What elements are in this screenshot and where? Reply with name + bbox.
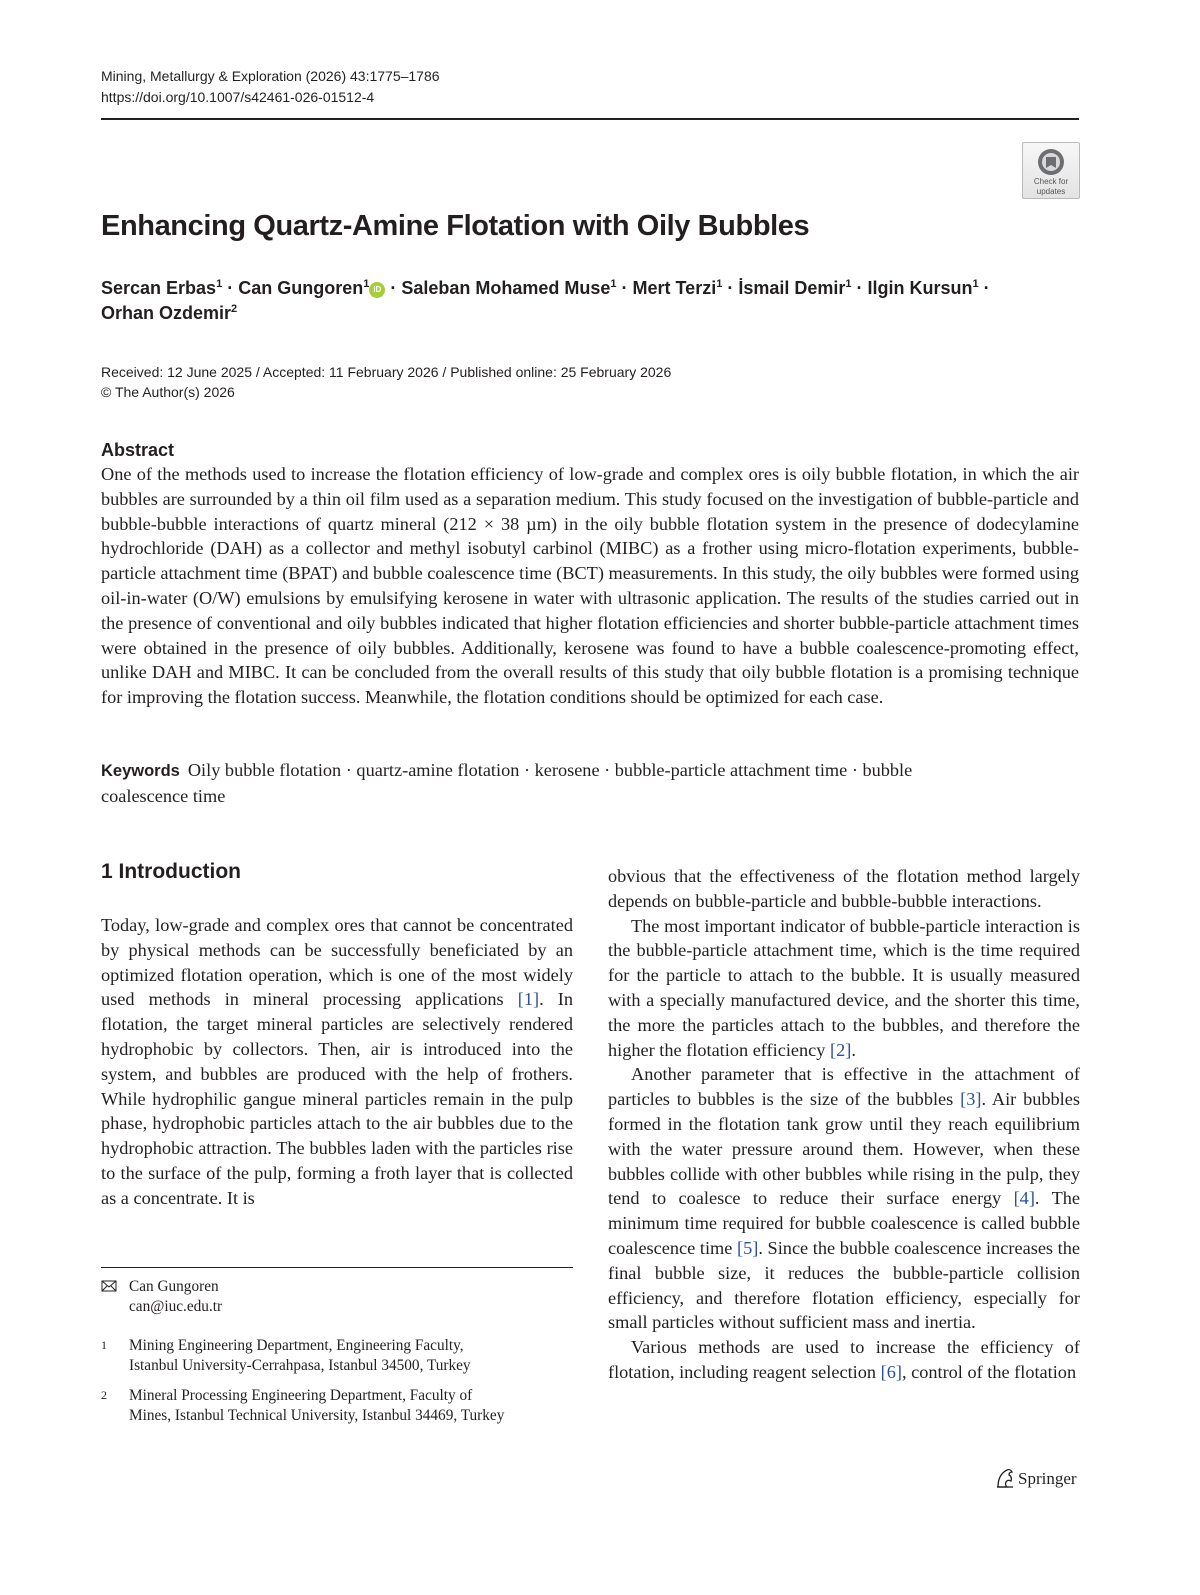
affiliation-1 [101, 1336, 573, 1375]
journal-citation: Mining, Metallurgy & Exploration (2026) 43:1775–1786 [101, 68, 440, 84]
orcid-icon[interactable]: iD [369, 282, 385, 298]
citation-link[interactable]: [5] [737, 1237, 759, 1258]
keywords-text: Oily bubble flotation · quartz-amine flotation · kerosene · bubble-particle attachment time · bubble coalescence time [101, 760, 913, 806]
article-title: Enhancing Quartz-Amine Flotation with Oily Bubbles [101, 210, 810, 242]
author-name[interactable]: İsmail Demir [738, 278, 846, 298]
section-heading-introduction: 1 Introduction [101, 860, 241, 883]
author-affiliation-marker: 1 [216, 278, 223, 290]
author-affiliation-marker: 1 [972, 278, 979, 290]
paragraph-text: Another parameter that is effective in the attachment of particles to bubbles is the size of the bubbles [608, 1064, 1080, 1110]
affiliation-marker-2: 2 [101, 1388, 107, 1402]
citation-link[interactable]: [6] [880, 1361, 902, 1382]
author-name[interactable]: Ilgin Kursun [867, 278, 973, 298]
author-affiliation-marker: 1 [716, 278, 723, 290]
footnote-rule [101, 1267, 573, 1268]
affiliation-1-line-1: Mining Engineering Department, Engineering Faculty, [129, 1337, 464, 1354]
author-list [101, 276, 1001, 326]
author-separator: · [851, 278, 868, 298]
intro-column-right [608, 864, 1080, 1385]
keywords-label: Keywords [101, 762, 180, 780]
author-affiliation-marker: 1 [845, 278, 852, 290]
author-separator: · [978, 278, 990, 298]
citation-link[interactable]: [3] [960, 1089, 982, 1110]
correspondence-email[interactable]: can@iuc.edu.tr [129, 1297, 223, 1315]
author-separator: · [385, 278, 402, 298]
affiliation-2-line-1: Mineral Processing Engineering Department, Faculty of [129, 1387, 473, 1404]
paragraph-text: The most important indicator of bubble-particle interaction is the bubble-particle attachment time, which is the time required for the particle to attach to the bubble. It is usually measured with a specially manufactured device, and the shorter this time, the more the particles attach to the bubbles, and therefore the higher the flotation efficiency [608, 915, 1080, 1060]
paragraph-text: . The minimum time required for bubble coalescence is called bubble coalescence time [608, 1188, 1081, 1258]
author-affiliation-marker: 2 [231, 303, 238, 315]
paragraph-text: Various methods are used to increase the efficiency of flotation, including reagent selection [608, 1337, 1080, 1382]
affiliation-1-line-2: Istanbul University-Cerrahpasa, Istanbul 34500, Turkey [129, 1356, 471, 1374]
abstract-heading: Abstract [101, 440, 175, 460]
badge-text-1: Check for [1033, 177, 1069, 186]
intro-paragraph [608, 1062, 1080, 1335]
correspondence-footnote [101, 1277, 573, 1316]
citation-link[interactable]: [2] [830, 1039, 852, 1060]
affiliation-marker-1: 1 [101, 1338, 107, 1352]
journal-header [101, 66, 440, 108]
author-separator: · [222, 278, 239, 298]
paragraph-text: . [851, 1039, 856, 1060]
article-dates [101, 362, 671, 402]
author-name[interactable]: Sercan Erbas [101, 278, 217, 298]
paragraph-text: . Air bubbles formed in the flotation tank grow until they reach equilibrium with the water pressure around them. However, when these bubbles collide with other bubbles while rising in the pulp, they tend to coalesce to reduce their surface energy [608, 1089, 1080, 1209]
paragraph-text: Today, low-grade and complex ores that cannot be concentrated by physical methods can be successfully beneficiated by an optimized flotation operation, which is one of the most widely used methods in mineral processing applications [101, 915, 573, 1010]
author-affiliation-marker: 1 [610, 278, 617, 290]
author-separator: · [722, 278, 739, 298]
author-name[interactable]: Can Gungoren [238, 278, 364, 298]
abstract-text: One of the methods used to increase the flotation efficiency of low-grade and complex ores is oily bubble flotation, in which the air bubbles are surrounded by a thin oil film used as a separation medium. This study focused on the investigation of bubble-particle and bubble-bubble interactions of quartz mineral (212 × 38 µm) in the oily bubble flotation system in the presence of dodecylamine hydrochloride (DAH) as a collector and methyl isobutyl carbinol (MIBC) as a frother using micro-flotation experiments, bubble-particle attachment time (BPAT) and bubble coalescence time (BCT) measurements. In this study, the oily bubbles were formed using oil-in-water (O/W) emulsions by emulsifying kerosene in water with ultrasonic application. The results of the studies carried out in the presence of conventional and oily bubbles indicated that higher flotation efficiencies and shorter bubble-particle attachment times were obtained in the presence of oily bubbles. Additionally, kerosene was found to have a bubble coalescence-promoting effect, unlike DAH and MIBC. It can be concluded from the overall results of this study that oily bubble flotation is a promising technique for improving the flotation success. Meanwhile, the flotation conditions should be optimized for each case. [101, 464, 1079, 708]
intro-column-left [101, 913, 573, 1211]
author-affiliation-marker: 1 [363, 278, 370, 290]
author-name[interactable]: Orhan Ozdemir [101, 303, 232, 323]
paragraph-text: , control of the flotation [901, 1361, 1077, 1382]
badge-text-2: updates [1036, 187, 1066, 196]
publisher-logo [995, 1467, 1077, 1491]
copyright: © The Author(s) 2026 [101, 384, 235, 400]
doi-link[interactable]: https://doi.org/10.1007/s42461-026-01512-4 [101, 89, 375, 105]
author-name[interactable]: Mert Terzi [632, 278, 717, 298]
envelope-icon [101, 1279, 117, 1293]
citation-link[interactable]: [1] [517, 989, 540, 1010]
intro-paragraph [608, 1335, 1080, 1385]
paragraph-text: . Since the bubble coalescence increases the final bubble size, it reduces the bubble-particle collision efficiency, and therefore flotation efficiency, especially for small particles without sufficient mass and inertia. [608, 1237, 1081, 1333]
intro-paragraph [608, 914, 1080, 1063]
springer-horse-icon [995, 1467, 1015, 1489]
intro-paragraph [101, 913, 573, 1211]
history-dates: Received: 12 June 2025 / Accepted: 11 February 2026 / Published online: 25 February 2026 [101, 364, 672, 380]
check-for-updates-icon [1037, 148, 1065, 176]
correspondence-name: Can Gungoren [129, 1278, 219, 1295]
author-separator: · [616, 278, 633, 298]
affiliation-2-line-2: Mines, Istanbul Technical University, Istanbul 34469, Turkey [129, 1406, 505, 1424]
check-for-updates-badge[interactable] [1022, 142, 1080, 199]
intro-paragraph [608, 864, 1080, 914]
keywords [101, 758, 1001, 809]
affiliation-2 [101, 1386, 573, 1425]
header-rule [101, 118, 1079, 120]
author-name[interactable]: Saleban Mohamed Muse [401, 278, 611, 298]
publisher-name: Springer [1018, 1469, 1077, 1488]
paragraph-text: obvious that the effectiveness of the flotation method largely depends on bubble-particle and bubble-bubble interactions. [608, 866, 1080, 911]
citation-link[interactable]: [4] [1013, 1188, 1035, 1209]
paragraph-text: . In flotation, the target mineral particles are selectively rendered hydrophobic by collectors. Then, air is introduced into the system, and bubbles are produced with the help of frothers. While hydrophilic gangue mineral particles remain in the pulp phase, hydrophobic particles attach to the air bubbles due to the hydrophobic attraction. The bubbles laden with the particles rise to the surface of the pulp, forming a froth layer that is collected as a concentrate. It is [101, 989, 573, 1208]
